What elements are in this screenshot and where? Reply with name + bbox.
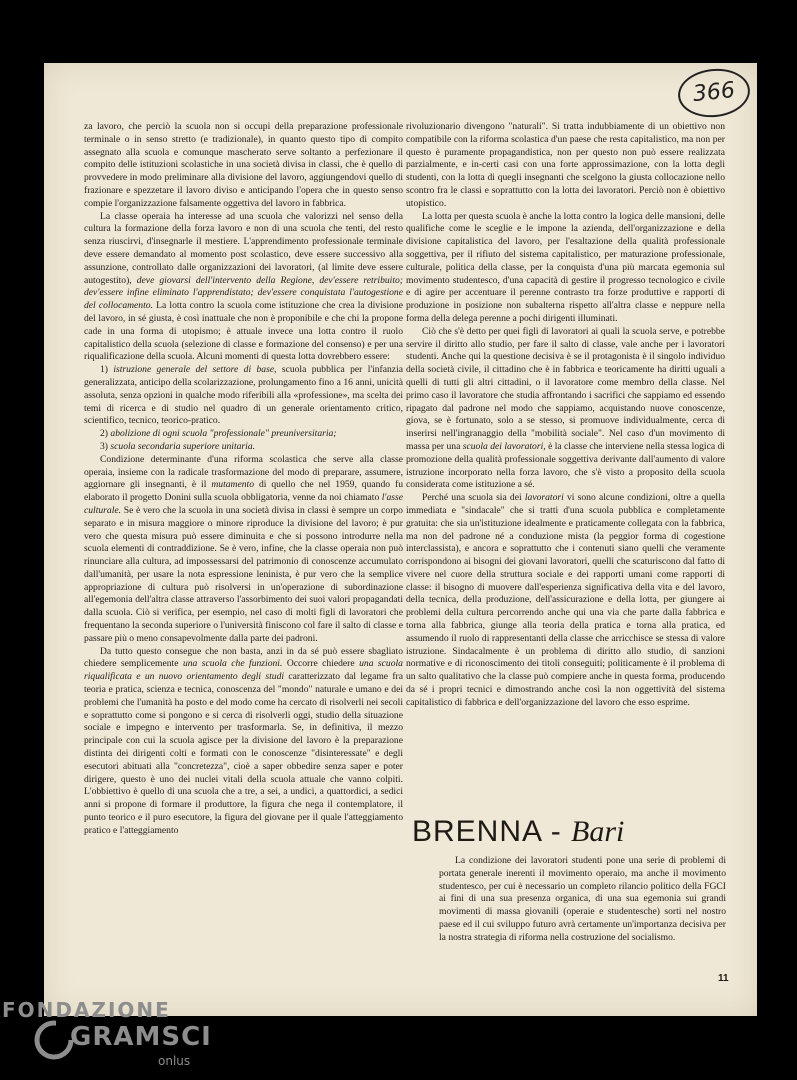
section-body xyxy=(439,855,726,945)
paragraph: Da tutto questo consegue che non basta, anzi in da sé può essere sbagliato chiedere semplicemente una scuola che funzioni. Occorre chiedere una scuola riqualificata e un nuovo orientamento degli studi caratterizzato dal legame fra teoria e pratica, scienza e tecnica, conoscenza del "mondo" naturale e umano e dei problemi che l'umanità ha posto e del modo come ha cercato di risolverli nei secoli e soprattutto come si pongono e si cerca di risolverli oggi, studio della situazione sociale e impegno e intervento per trasformarla. Se, in definitiva, il mezzo principale con cui la scuola agisce per la divisione del lavoro è la preparazione distinta dei dirigenti colti e formati con le conoscenze "disinteressate" e degli esecutori abituati alla "concretezza", cioè a saper obbedire senza saper e poter dirigere, questo è uno dei nuclei vitali della scuola attuale che vanno colpiti. L'obbiettivo è quello di una scuola che a tre, a sei, a undici, a quattordici, a sedici anni si propone di formare il produttore, la figura che nega il contemplatore, il punto teorico e il puro esecutore, la figura del giovane per il quale l'atteggiamento pratico e l'atteggiamento xyxy=(84,645,403,836)
watermark-line2: GRAMSCI xyxy=(70,1022,212,1052)
paragraph: za lavoro, che perciò la scuola non si occupi della preparazione professionale terminale o in senso stretto (e tradizionale), in quanto questo tipo di compito assegnato alla scuola e comunque mascherato serve soltanto a perfezionare il compito delle istituzioni scolastiche in una società divisa in classi, che è quello di provvedere in modo preliminare alla divisione del lavoro, aggiungendovi quello di frazionare e spezzetare il lavoro diviso e anticipando l'opera che in questo senso compie l'organizzazione falsamente oggettiva del lavoro in fabbrica. xyxy=(84,121,403,209)
list-item: 3) scuola secondaria superiore unitaria. xyxy=(100,440,256,452)
paragraph: Perché una scuola sia dei lavoratori vi sono alcune condizioni, oltre a quella immediata e "sindacale" che si tratti d'una scuola pubblica e completamente gratuita: che sia un'istituzione idealmente e praticamente collegata con la fabbrica, ma non del padrone né a conduzione mista (la peggior forma di cogestione interclassista), e ancora e soprattutto che i contenuti siano quelli che veramente corrispondono ai bisogni dei giovani lavoratori, quelli che scaturiscono dal fatto di vivere nel cuore della struttura sociale e dei rapporti umani come rapporti di classe: il bisogno di muovere dall'esperienza significativa della vita e del lavoro, della tecnica, della produzione, dell'assicurazione e della lotta, per giungere ai problemi della cultura percorrendo anche qui una via che parte dalla fabbrica e torna alla fabbrica, giunge alla teoria della pratica e torna alla pratica, ed assumendo il ruolo di rappresentanti della classe che arricchisce se stessa di valore istruzione. Sindacalmente è un problema di diritto allo studio, di sanzioni normative e di riconoscimento dei titoli conseguiti; politicamente è il problema di un salto qualitativo che la classe può compiere anche in questa forma, producendo da sé i propri tecnici e dimostrando anche così la non oggettività del sistema capitalistico di fabbrica e dell'organizzazione del lavoro che esso esprime. xyxy=(406,492,725,708)
heading-city: Bari xyxy=(571,815,625,848)
paragraph: La lotta per questa scuola è anche la lotta contro la logica delle mansioni, delle qualifiche come le sceglie e le impone la azienda, dell'organizzazione e della divisione capitalistica del lavoro, per l'esaltazione della qualità professionale soggettiva, per il rifiuto del sistema capitalistico, per maturazione professionale, culturale, politica della classe, per la conquista d'una più marcata egemonia sul movimento studentesco, d'una capacità di gestire il progresso tecnologico e civile e di agire per accentuare il perenne contrasto tra forze produttive e rapporti di produzione in posizione non subalterna rispetto all'altra classe e neppure nella forma della delega perenne a pochi dirigenti illuminati. xyxy=(406,210,725,324)
watermark xyxy=(0,992,212,1080)
paragraph: La classe operaia ha interesse ad una scuola che valorizzi nel senso della cultura la formazione della forza lavoro e non di una scuola che tenti, del resto senza riuscirvi, d'insegnarle il mestiere. L'apprendimento professionale terminale deve essere demandato al momento post scolastico, deve essere successivo alla assunzione, controllato dalle organizzazioni dei lavoratori, (al limite deve essere autogestito), deve giovarsi dell'intervento della Regione, dev'essere retribuito; dev'essere infine eliminato l'apprendistato; dev'essere conquistata l'autogestione del collocamento. La lotta contro la scuola come istituzione che crea la divisione del lavoro, in sé giusta, è così inattuale che non è proponibile e che chi la propone cade in una forma di utopismo; è attuale invece una lotta contro il ruolo capitalistico della scuola (selezione di classe e formazione del consenso) e per una riqualificazione della scuola. Alcuni momenti di questa lotta dovrebbero essere: xyxy=(84,210,403,363)
handwritten-page-number: 366 xyxy=(676,65,753,120)
left-column xyxy=(84,121,403,1001)
list-item: 1) istruzione generale del settore di base, scuola pubblica per l'infanzia generalizzata, anticipo della scolarizzazione, prolungamento fino a 16 anni, unicità assoluta, senza opzioni in qualche modo riferibili alla «professione», ma scelta dei temi di ricerca e di studio nel quadro di un generale orientamento critico, scientifico, tecnico, teorico-pratico. xyxy=(84,364,403,427)
paragraph: Ciò che s'è detto per quei figli di lavoratori ai quali la scuola serve, e potrebbe servire il diritto allo studio, per fare il salto di classe, vale anche per i lavoratori studenti. Anche qui la questione decisiva è se il protagonista è il singolo individuo della società civile, il cittadino che è in fabbrica e teoricamente ha diritti uguali a quelli di tutti gli altri cittadini, o il lavoratore come membro della classe. Nel primo caso il lavoratore che studia affrontando i sacrifici che sappiamo ed essendo ripagato dal padrone nel modo che sappiamo, acquistando nuove conoscenze, giova, se è fortunato, solo a se stesso, si promuove individualmente, cerca di inserirsi nell'ingranaggio della "mobilità sociale". Nel caso d'un movimento di massa per una scuola dei lavoratori, è la classe che interviene nella stessa logica di promozione della qualità professionale soggettiva derivante dall'aumento di valore istruzione incorporato nella forza lavoro, che s'è visto a proposito della scuola considerata come istituzione a sé. xyxy=(406,325,725,491)
watermark-line1: FONDAZIONE xyxy=(2,998,171,1022)
paragraph: La condizione dei lavoratori studenti pone una serie di problemi di portata generale inerenti il movimento operaio, ma anche il movimento studentesco, per cui è necessario un completo rilancio politico della FGCI ai fini di una sua presenza organica, di una sua egemonia sui grandi movimenti di massa giovanili (operaie e studentesche) sorti nel nostro paese ed il cui sviluppo futuro avrà certamente un'importanza decisiva per la nostra strategia di riforma nella costruzione del socialismo. xyxy=(439,855,726,943)
right-column xyxy=(406,121,725,841)
scanned-page xyxy=(44,63,757,1016)
paragraph: rivoluzionario divengono "naturali". Si tratta indubbiamente di un obiettivo non compatibile con la riforma scolastica d'un paese che resta capitalistico, ma non per questo è puramente propagandistica, non per questo non può essere realizzata parzialmente, e in-certi casi con una forte approssimazione, con la lotta degli studenti, con la lotta di quegli insegnanti che scelgono la giusta collocazione nello scontro fra le classi e soprattutto con la lotta dei lavoratori. Perciò non è obiettivo utopistico. xyxy=(406,121,725,209)
section-heading xyxy=(412,815,624,849)
page-number: 11 xyxy=(718,973,729,984)
gramsci-logo-icon xyxy=(34,1016,74,1060)
paragraph: Condizione determinante d'una riforma scolastica che serve alla classe operaia, insieme con la radicale trasformazione del modo di preparare, assumere, aggiornare gli insegnanti, è il mutamento di quello che nel 1959, quando fu elaborato il progetto Donini sulla scuola obbligatoria, venne da noi chiamato l'asse culturale. Se è vero che la scuola in una società divisa in classi è sempre un corpo separato e in misura maggiore o minore riproduce la divisione del lavoro; è pur vero che questa misura può essere diminuita e che si possono introdurre nella scuola elementi di contraddizione. Se è vero, infine, che la classe operaia non può rinunciare alla cultura, ad impossessarsi del patrimonio di conoscenze accumulato dall'umanità, per usare la nota espressione leninista, è pur vero che la semplice appropriazione di cultura può risolversi in un'operazione di subordinazione all'egemonia dell'altra classe attraverso l'assorbimento dei suoi valori propagandati dalla scuola. Ciò si verifica, per esempio, nel caso di molti figli di lavoratori che frequentano la seconda superiore o l'università finiscono col fare il salto di classe e passare più o meno consapevolmente dalla parte dei padroni. xyxy=(84,453,403,644)
heading-name: BRENNA - xyxy=(412,815,562,848)
list-item: 2) abolizione di ogni scuola "professionale" preuniversitaria; xyxy=(100,428,337,440)
watermark-line3: onlus xyxy=(158,1054,191,1068)
